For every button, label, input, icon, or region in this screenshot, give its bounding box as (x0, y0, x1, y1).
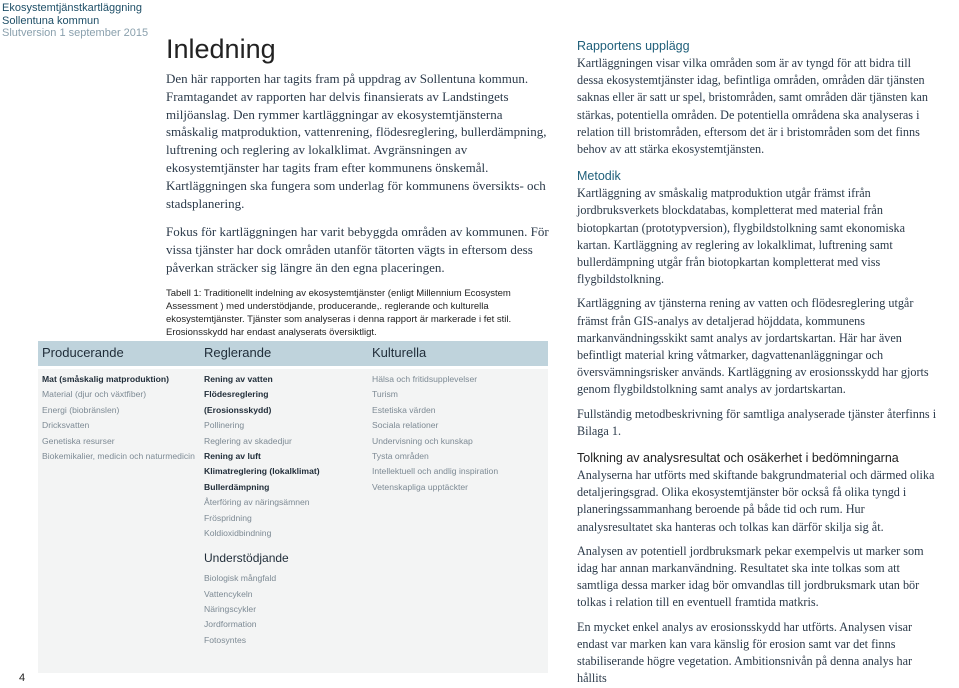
kulturella-item: Sociala relationer (372, 420, 439, 431)
page-title: Inledning (166, 34, 276, 64)
producerande-column (42, 372, 195, 464)
section-heading: Metodik (577, 169, 621, 184)
kulturella-item: Tysta områden (372, 450, 429, 461)
reglerande-item: Flödesreglering (204, 389, 269, 400)
kulturella-item: Hälsa och fritidsupplevelser (372, 374, 478, 384)
right-column (577, 38, 939, 688)
reglerande-item: Fröspridning (204, 512, 252, 523)
table-header (38, 341, 548, 366)
section-paragraph: Fullständig metodbeskrivning för samtliga analyserade tjänster återfinns i Bilaga 1. (577, 406, 937, 438)
section-heading: Rapportens upplägg (577, 39, 690, 53)
section-paragraph: Kartläggning av tjänsterna rening av vatten och flödesreglering utgår främst från GIS-analys av detaljerad höjddata, kommunens markanvändningsskikt samt analys av jordartskartan. Här har även befintligt material kring våtmarker, dagvattenanläggningar och översvämningsrisker används. Kartläggning av erosionsskydd har gjorts genom flygbildstolkning samt analys av jordartskartan. (577, 296, 929, 397)
table-caption: Tabell 1: Traditionellt indelning av ekosystemtjänster (enligt Millennium Ecosystem Assessment ) med understödjande, producerande,. reglerande och kulturella ekosystemtjänster. Tjänster som analyseras i denna rapport är markerade i fet stil. Erosionsskydd har endast analyserats översiktligt. (166, 288, 512, 338)
running-header (2, 2, 152, 40)
kulturella-item: Intellektuell och andlig inspiration (372, 466, 499, 477)
section-paragraph: Analyserna har utförts med skiftande bakgrundmaterial och därmed olika detaljeringsgrad. Olika ekosystemtjänster bör också få olika tyngd i planeringssammanhang beroende på både tid och rum. Hur analysresultatet ska hanteras och tolkas kan därför skilja sig åt. (577, 468, 935, 534)
column-header-kulturella: Kulturella (372, 345, 427, 360)
kulturella-column (372, 372, 498, 495)
understodjande-item: Biologisk mångfald (204, 573, 277, 584)
table-body (38, 369, 548, 673)
understodjande-item: Fotosyntes (204, 634, 247, 645)
producerande-item: Energi (biobränslen) (42, 404, 120, 415)
reglerande-item: Klimatreglering (lokalklimat) (204, 466, 320, 477)
producerande-item: Biokemikalier, medicin och naturmedicin (42, 450, 195, 461)
page-number: 4 (19, 672, 26, 684)
ecosystem-services-table (38, 341, 548, 673)
document-subtitle: Sollentuna kommun (2, 14, 100, 27)
kulturella-item: Turism (372, 389, 398, 400)
understodjande-item: Vattencykeln (204, 588, 253, 599)
section-paragraph: Analysen av potentiell jordbruksmark pekar exempelvis ut marker som idag har annan markanvändning. Resultatet ska inte tolkas som att samtliga dessa marker idag bör omvandlas till jordbruksmark utan bör tolkas i relation till en eventuell framtida matkris. (577, 543, 924, 610)
understodjande-header: Understödjande (204, 551, 289, 566)
reglerande-item: (Erosionsskydd) (204, 404, 272, 415)
reglerande-item: Återföring av näringsämnen (204, 497, 310, 508)
understodjande-item: Jordformation (204, 619, 257, 630)
section-paragraph: Kartläggningen visar vilka områden som är av tyngd för att bidra till dessa ekosystemtjänster idag, befintliga områden, områden där tjänsten saknas eller är satt ur spel, bristområden, samt områden där tjänsten kan stärkas, potentiella områden. De potentiella områdena ska analyseras i relation till bristområden, eftersom det är i bristområden som det finns behov av att stärka ekosystemtjänsten. (577, 56, 928, 157)
intro-section (166, 34, 550, 277)
reglerande-item: Reglering av skadedjur (204, 435, 292, 446)
reglerande-column (204, 372, 320, 648)
intro-paragraph: Fokus för kartläggningen har varit bebyggda områden av kommunen. För vissa tjänster har dock områden utanför tätorten vägts in eftersom dess påverkan sträcker sig längre än den egna placeringen. (166, 224, 549, 275)
kulturella-item: Undervisning och kunskap (372, 435, 473, 446)
reglerande-item: Rening av vatten (204, 374, 273, 384)
producerande-item: Dricksvatten (42, 420, 90, 431)
reglerande-item: Bullerdämpning (204, 481, 270, 492)
kulturella-item: Estetiska värden (372, 404, 436, 415)
reglerande-item: Pollinering (204, 420, 245, 431)
producerande-item: Mat (småskalig matproduktion) (42, 374, 170, 384)
producerande-item: Material (djur och växtfiber) (42, 389, 147, 400)
kulturella-item: Vetenskapliga upptäckter (372, 481, 469, 492)
understodjande-item: Näringscykler (204, 604, 257, 615)
document-version: Slutversion 1 september 2015 (2, 27, 149, 39)
document-title: Ekosystemtjänstkartläggning (2, 2, 143, 14)
column-header-reglerande: Reglerande (204, 345, 272, 360)
producerande-item: Genetiska resurser (42, 435, 115, 446)
reglerande-item: Rening av luft (204, 450, 261, 461)
section-heading: Tolkning av analysresultat och osäkerhet i bedömningarna (577, 451, 899, 466)
reglerande-item: Koldioxidbindning (204, 527, 272, 538)
column-header-producerande: Producerande (42, 345, 124, 360)
section-paragraph: En mycket enkel analys av erosionsskydd har utförts. Analysen visar endast var marken kan vara känslig för erosion samt var det finns stabiliserande högre vegetation. Ambitionsnivån på denna analys har hållits (577, 619, 913, 686)
section-paragraph: Kartläggning av småskalig matproduktion utgår främst ifrån jordbruksverkets blockdatabas, kompletterat med material från biotopkartan (prototypversion), flygbildstolkning samt ekonomiska kartan. Kartläggning av reglering av lokalklimat, luftrening samt bullerdämpning utgår från biotopkartan kompletterat med viss flygbildstolkning. (577, 186, 906, 287)
intro-paragraph: Den här rapporten har tagits fram på uppdrag av Sollentuna kommun. Framtagandet av rapporten har delvis finansierats av Landstingets miljöanslag. Den rymmer kartläggningar av ekosystemtjänsterna småskalig matproduktion, vattenrening, flödesreglering, bullerdämpning, luftrening och reglering av lokalklimat. Avgränsningen av ekosystemtjänster har tagits fram efter kommunens önskemål. Kartläggningen ska fungera som underlag för kommunens översikts- och stadsplanering. (166, 71, 547, 211)
